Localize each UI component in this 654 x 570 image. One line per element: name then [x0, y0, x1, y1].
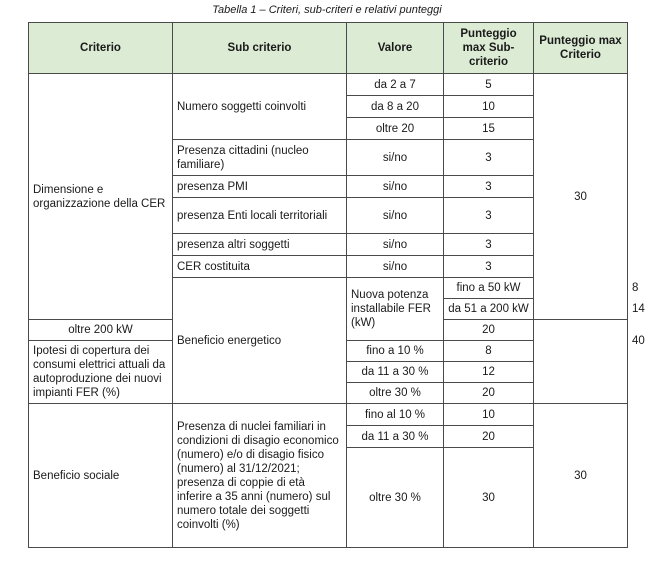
valore-cell: si/no: [347, 234, 444, 256]
punti-cell: 8: [444, 341, 534, 362]
sub-criterio-cell: Presenza di nuclei familiari in condizioni di disagio economico (numero) e/o di disagio fisico (numero) al 31/12/2021; presenza di coppie di età inferire a 35 anni (numero) sul numero totale dei soggetti coinvolti (%): [173, 404, 347, 548]
punti-cell: 5: [444, 74, 534, 96]
punti-cell: 10: [444, 404, 534, 426]
valore-cell: da 51 a 200 kW: [444, 299, 534, 320]
criteria-table: [28, 22, 645, 548]
table-row: Beneficio energetico Nuova potenza installabile FER (kW) fino a 50 kW 8 40: [29, 278, 628, 299]
max-criterio-cell: 30: [534, 404, 628, 548]
valore-cell: si/no: [347, 140, 444, 176]
punti-cell: 20: [444, 320, 534, 341]
sub-criterio-cell: presenza Enti locali territoriali: [173, 198, 347, 234]
table-row: da 51 a 200 kW 14: [29, 299, 628, 320]
punti-cell: 3: [444, 176, 534, 198]
sub-criterio-cell: Numero soggetti coinvolti: [173, 74, 347, 140]
sub-criterio-cell: Nuova potenza installabile FER (kW): [347, 278, 444, 341]
valore-cell: da 11 a 30 %: [347, 426, 444, 448]
punti-cell: 3: [444, 140, 534, 176]
punti-cell: 30: [444, 448, 534, 548]
table-row: [29, 74, 628, 96]
header-max-sub: Punteggio max Sub-criterio: [444, 23, 534, 74]
criterio-cell: Dimensione e organizzazione della CER: [29, 74, 173, 320]
header-valore: Valore: [347, 23, 444, 74]
sub-criterio-cell: Presenza cittadini (nucleo familiare): [173, 140, 347, 176]
valore-cell: fino a 10 %: [347, 341, 444, 362]
sub-criterio-cell: presenza PMI: [173, 176, 347, 198]
sub-criterio-cell: Ipotesi di copertura dei consumi elettrici attuali da autoproduzione dei nuovi impianti FER (%): [29, 341, 173, 404]
valore-cell: oltre 30 %: [347, 383, 444, 404]
header-row: [29, 23, 628, 74]
punti-cell: 10: [444, 96, 534, 118]
punti-cell: 15: [444, 118, 534, 140]
criterio-cell: Beneficio energetico: [173, 278, 347, 404]
valore-cell: si/no: [347, 198, 444, 234]
valore-cell: si/no: [347, 176, 444, 198]
valore-cell: oltre 200 kW: [29, 320, 173, 341]
punti-cell: 20: [444, 383, 534, 404]
valore-cell: si/no: [347, 256, 444, 278]
sub-criterio-cell: presenza altri soggetti: [173, 234, 347, 256]
punti-cell: 3: [444, 234, 534, 256]
criterio-cell: Beneficio sociale: [29, 404, 173, 548]
valore-cell: oltre 20: [347, 118, 444, 140]
valore-cell: fino al 10 %: [347, 404, 444, 426]
sub-criterio-cell: CER costituita: [173, 256, 347, 278]
punti-cell: 12: [444, 362, 534, 383]
punti-cell: 3: [444, 256, 534, 278]
valore-cell: fino a 50 kW: [444, 278, 534, 299]
punti-cell: 3: [444, 198, 534, 234]
header-sub-criterio: Sub criterio: [173, 23, 347, 74]
table-row: [29, 404, 628, 426]
valore-cell: da 2 a 7: [347, 74, 444, 96]
valore-cell: oltre 30 %: [347, 448, 444, 548]
valore-cell: da 8 a 20: [347, 96, 444, 118]
valore-cell: da 11 a 30 %: [347, 362, 444, 383]
max-criterio-cell: 30: [534, 74, 628, 320]
punti-cell: 20: [444, 426, 534, 448]
header-criterio: Criterio: [29, 23, 173, 74]
header-max-criterio: Punteggio max Criterio: [534, 23, 628, 74]
table-caption: Tabella 1 – Criteri, sub-criteri e relativi punteggi: [212, 4, 442, 16]
